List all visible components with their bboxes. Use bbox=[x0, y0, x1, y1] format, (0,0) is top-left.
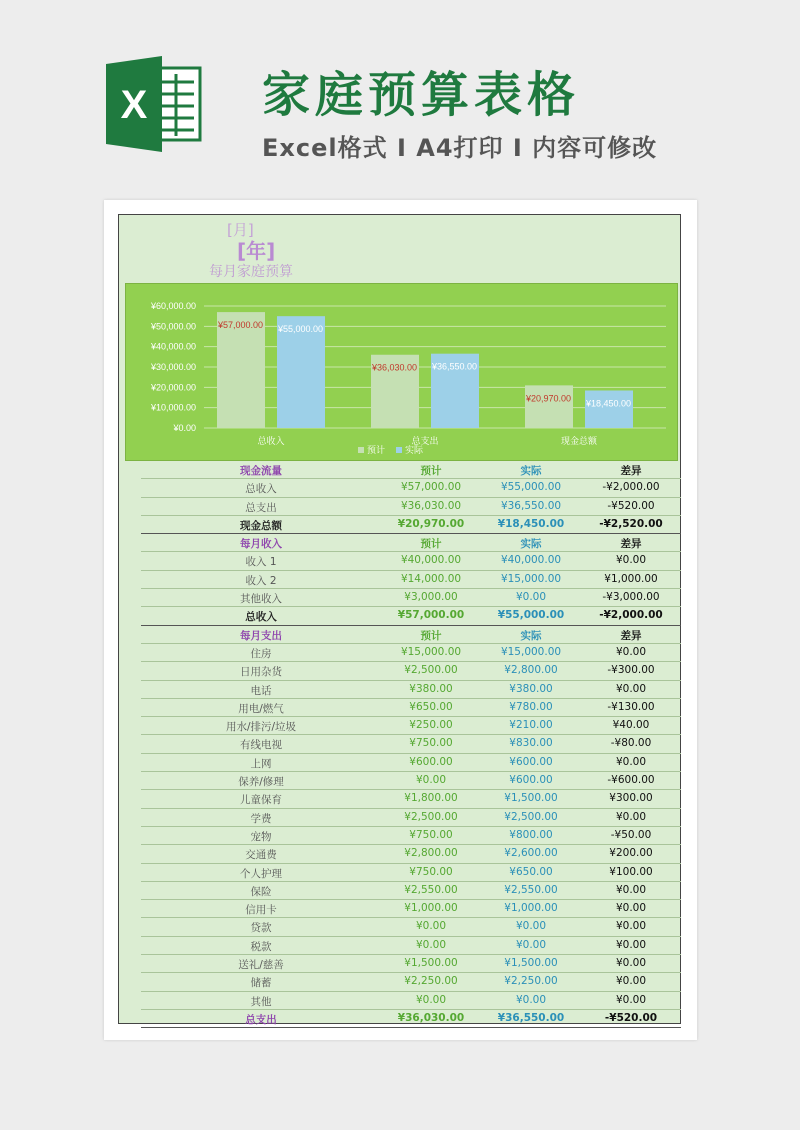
row-label[interactable]: 其他 bbox=[250, 995, 272, 1008]
budget-table bbox=[141, 461, 681, 1028]
section-total-row bbox=[141, 607, 681, 625]
section-total-row bbox=[141, 1010, 681, 1028]
difference-value[interactable]: ¥0.00 bbox=[615, 755, 647, 768]
row-label[interactable]: 用水/排污/垃圾 bbox=[225, 721, 297, 734]
planned-value[interactable]: ¥1,500.00 bbox=[404, 957, 458, 970]
difference-value[interactable]: ¥40.00 bbox=[612, 719, 650, 732]
table-row bbox=[141, 864, 681, 882]
actual-value[interactable]: ¥0.00 bbox=[515, 920, 547, 933]
planned-value[interactable]: ¥650.00 bbox=[409, 700, 453, 713]
planned-value[interactable]: ¥750.00 bbox=[409, 865, 453, 878]
table-row bbox=[141, 699, 681, 717]
table-row bbox=[141, 992, 681, 1010]
row-label[interactable]: 其他收入 bbox=[240, 593, 282, 606]
table-row bbox=[141, 735, 681, 753]
table-row bbox=[141, 498, 681, 516]
planned-value[interactable]: ¥250.00 bbox=[409, 719, 453, 732]
y-tick-label: ¥60,000.00 bbox=[150, 301, 196, 311]
row-label[interactable]: 宠物 bbox=[250, 830, 272, 843]
planned-value[interactable]: 预计 bbox=[420, 538, 442, 551]
difference-value[interactable]: -¥130.00 bbox=[607, 700, 655, 713]
difference-value[interactable]: 差异 bbox=[620, 538, 642, 551]
month-placeholder[interactable]: [月] bbox=[227, 221, 254, 239]
page-title: 家庭预算表格 bbox=[262, 67, 581, 123]
row-label[interactable]: 日用杂货 bbox=[240, 666, 282, 679]
actual-value[interactable]: ¥210.00 bbox=[509, 719, 553, 732]
excel-logo-icon bbox=[104, 54, 204, 154]
actual-value[interactable]: ¥0.00 bbox=[515, 993, 547, 1006]
y-tick-label: ¥10,000.00 bbox=[150, 402, 196, 413]
actual-value[interactable]: ¥600.00 bbox=[509, 755, 553, 768]
actual-value[interactable]: ¥2,800.00 bbox=[504, 664, 558, 677]
actual-value[interactable]: ¥0.00 bbox=[515, 591, 547, 604]
row-label[interactable]: 送礼/慈善 bbox=[238, 959, 284, 972]
difference-value[interactable]: ¥0.00 bbox=[615, 810, 647, 823]
difference-value[interactable]: ¥0.00 bbox=[615, 957, 647, 970]
planned-value[interactable]: ¥14,000.00 bbox=[400, 572, 462, 585]
actual-value[interactable]: ¥2,550.00 bbox=[504, 883, 558, 896]
planned-value[interactable]: ¥0.00 bbox=[415, 774, 447, 787]
y-tick-label: ¥0.00 bbox=[173, 423, 196, 433]
actual-value[interactable]: ¥780.00 bbox=[509, 700, 553, 713]
planned-value[interactable]: ¥600.00 bbox=[409, 755, 453, 768]
actual-value[interactable]: ¥800.00 bbox=[509, 828, 553, 841]
row-label[interactable]: 收入 2 bbox=[245, 574, 277, 587]
difference-value[interactable]: ¥0.00 bbox=[615, 993, 647, 1006]
chart-svg bbox=[126, 284, 677, 460]
difference-value[interactable]: -¥3,000.00 bbox=[602, 591, 660, 604]
planned-value[interactable]: ¥1,000.00 bbox=[404, 902, 458, 915]
row-label[interactable]: 总收入 bbox=[245, 483, 277, 496]
planned-value[interactable]: 预计 bbox=[420, 629, 442, 642]
bar-plan bbox=[525, 385, 573, 428]
planned-value[interactable]: ¥2,550.00 bbox=[404, 883, 458, 896]
page-header bbox=[0, 0, 800, 200]
table-row bbox=[141, 973, 681, 991]
actual-value[interactable]: 实际 bbox=[520, 538, 542, 551]
table-row bbox=[141, 845, 681, 863]
bar-data-label: ¥55,000.00 bbox=[278, 324, 324, 335]
bar-data-label: ¥36,030.00 bbox=[372, 362, 418, 373]
table-row bbox=[141, 662, 681, 680]
difference-value[interactable]: -¥2,000.00 bbox=[602, 481, 660, 494]
x-category-label: 总支出 bbox=[411, 437, 439, 447]
row-label[interactable]: 学费 bbox=[250, 812, 272, 825]
actual-value[interactable]: ¥830.00 bbox=[509, 737, 553, 750]
difference-value[interactable]: ¥0.00 bbox=[615, 902, 647, 915]
section-header-row bbox=[141, 534, 681, 552]
actual-value[interactable]: 实际 bbox=[520, 465, 542, 477]
row-label[interactable]: 总支出 bbox=[245, 1013, 277, 1026]
y-tick-label: ¥20,000.00 bbox=[150, 382, 196, 393]
section-header-row bbox=[141, 626, 681, 644]
legend-swatch bbox=[396, 447, 402, 453]
planned-value[interactable]: ¥750.00 bbox=[409, 737, 453, 750]
table-row bbox=[141, 827, 681, 845]
table-row bbox=[141, 918, 681, 936]
bar-data-label: ¥18,450.00 bbox=[586, 398, 632, 409]
planned-value[interactable]: ¥3,000.00 bbox=[404, 591, 458, 604]
difference-value[interactable]: ¥0.00 bbox=[615, 645, 647, 658]
difference-value[interactable]: ¥0.00 bbox=[615, 920, 647, 933]
x-category-label: 总收入 bbox=[257, 437, 285, 447]
planned-value[interactable]: ¥750.00 bbox=[409, 828, 453, 841]
budget-sheet bbox=[118, 214, 681, 1024]
actual-value[interactable]: ¥36,550.00 bbox=[497, 1011, 565, 1024]
table-row bbox=[141, 571, 681, 589]
row-label[interactable]: 现金流量 bbox=[240, 465, 282, 477]
difference-value[interactable]: -¥2,000.00 bbox=[599, 609, 663, 622]
table-row bbox=[141, 754, 681, 772]
table-row bbox=[141, 809, 681, 827]
actual-value[interactable]: ¥650.00 bbox=[509, 865, 553, 878]
row-label[interactable]: 总支出 bbox=[245, 501, 277, 514]
table-row bbox=[141, 937, 681, 955]
planned-value[interactable]: ¥2,800.00 bbox=[404, 847, 458, 860]
row-label[interactable]: 信用卡 bbox=[245, 904, 277, 917]
actual-value[interactable]: ¥1,000.00 bbox=[504, 902, 558, 915]
difference-value[interactable]: -¥520.00 bbox=[604, 1011, 658, 1024]
difference-value[interactable]: ¥0.00 bbox=[615, 554, 647, 567]
difference-value[interactable]: ¥300.00 bbox=[609, 792, 653, 805]
paper-sheet bbox=[104, 200, 697, 1040]
y-tick-label: ¥40,000.00 bbox=[150, 341, 196, 352]
planned-value[interactable]: ¥2,500.00 bbox=[404, 810, 458, 823]
table-row bbox=[141, 882, 681, 900]
legend-swatch bbox=[358, 447, 364, 453]
budget-chart bbox=[125, 283, 678, 461]
planned-value[interactable]: ¥0.00 bbox=[415, 920, 447, 933]
section-total-row bbox=[141, 516, 681, 534]
y-tick-label: ¥30,000.00 bbox=[150, 362, 196, 372]
excel-logo-letter: X bbox=[120, 83, 148, 127]
planned-value[interactable]: ¥36,030.00 bbox=[397, 1011, 465, 1024]
y-tick-label: ¥50,000.00 bbox=[150, 321, 196, 332]
difference-value[interactable]: -¥2,520.00 bbox=[599, 517, 663, 530]
row-label[interactable]: 儿童保育 bbox=[240, 794, 282, 807]
row-label[interactable]: 总收入 bbox=[245, 611, 277, 624]
row-label[interactable]: 上网 bbox=[250, 757, 272, 770]
table-row bbox=[141, 772, 681, 790]
planned-value[interactable]: ¥40,000.00 bbox=[400, 554, 462, 567]
page-subtitle: Excel格式 I A4打印 I 内容可修改 bbox=[262, 134, 658, 162]
planned-value[interactable]: ¥36,030.00 bbox=[400, 499, 462, 512]
table-row bbox=[141, 681, 681, 699]
difference-value[interactable]: ¥200.00 bbox=[609, 847, 653, 860]
bar-data-label: ¥36,550.00 bbox=[432, 361, 478, 372]
table-row bbox=[141, 644, 681, 662]
difference-value[interactable]: ¥0.00 bbox=[615, 975, 647, 988]
actual-value[interactable]: ¥36,550.00 bbox=[500, 499, 562, 512]
actual-value[interactable]: ¥18,450.00 bbox=[497, 517, 565, 530]
difference-value[interactable]: -¥520.00 bbox=[607, 499, 655, 512]
planned-value[interactable]: 预计 bbox=[420, 465, 442, 477]
row-label[interactable]: 交通费 bbox=[245, 849, 277, 862]
row-label[interactable]: 储蓄 bbox=[250, 977, 272, 990]
row-label[interactable]: 每月收入 bbox=[240, 538, 282, 551]
legend-label: 实际 bbox=[405, 446, 424, 456]
actual-value[interactable]: ¥15,000.00 bbox=[500, 645, 562, 658]
actual-value[interactable]: ¥40,000.00 bbox=[500, 554, 562, 567]
difference-value[interactable]: -¥80.00 bbox=[610, 737, 652, 750]
table-row bbox=[141, 552, 681, 570]
bar-actual bbox=[585, 390, 633, 428]
actual-value[interactable]: ¥1,500.00 bbox=[504, 957, 558, 970]
difference-value[interactable]: ¥0.00 bbox=[615, 938, 647, 951]
difference-value[interactable]: -¥50.00 bbox=[610, 828, 652, 841]
row-label[interactable]: 用电/燃气 bbox=[238, 702, 284, 715]
actual-value[interactable]: ¥2,250.00 bbox=[504, 975, 558, 988]
actual-value[interactable]: ¥15,000.00 bbox=[500, 572, 562, 585]
difference-value[interactable]: ¥0.00 bbox=[615, 883, 647, 896]
table-row bbox=[141, 479, 681, 497]
year-placeholder[interactable]: [年] bbox=[237, 239, 276, 263]
actual-value[interactable]: ¥600.00 bbox=[509, 774, 553, 787]
actual-value[interactable]: ¥55,000.00 bbox=[497, 609, 565, 622]
difference-value[interactable]: 差异 bbox=[620, 465, 642, 477]
table-row bbox=[141, 955, 681, 973]
row-label[interactable]: 每月支出 bbox=[240, 629, 282, 642]
planned-value[interactable]: ¥57,000.00 bbox=[400, 481, 462, 494]
row-label[interactable]: 有线电视 bbox=[240, 739, 282, 752]
budget-title: 每月家庭预算 bbox=[209, 264, 293, 280]
row-label[interactable]: 保养/修理 bbox=[238, 776, 284, 789]
row-label[interactable]: 现金总额 bbox=[240, 519, 282, 532]
actual-value[interactable]: 实际 bbox=[520, 629, 542, 642]
difference-value[interactable]: 差异 bbox=[620, 629, 642, 642]
planned-value[interactable]: ¥2,500.00 bbox=[404, 664, 458, 677]
actual-value[interactable]: ¥380.00 bbox=[509, 682, 553, 695]
table-row bbox=[141, 790, 681, 808]
planned-value[interactable]: ¥2,250.00 bbox=[404, 975, 458, 988]
planned-value[interactable]: ¥20,970.00 bbox=[397, 517, 465, 530]
difference-value[interactable]: -¥300.00 bbox=[607, 664, 655, 677]
planned-value[interactable]: ¥0.00 bbox=[415, 993, 447, 1006]
planned-value[interactable]: ¥0.00 bbox=[415, 938, 447, 951]
difference-value[interactable]: -¥600.00 bbox=[607, 774, 655, 787]
bar-data-label: ¥20,970.00 bbox=[526, 393, 572, 404]
planned-value[interactable]: ¥1,800.00 bbox=[404, 792, 458, 805]
row-label[interactable]: 电话 bbox=[250, 684, 272, 697]
actual-value[interactable]: ¥1,500.00 bbox=[504, 792, 558, 805]
legend-label: 预计 bbox=[367, 446, 386, 456]
table-row bbox=[141, 900, 681, 918]
actual-value[interactable]: ¥0.00 bbox=[515, 938, 547, 951]
row-label[interactable]: 保险 bbox=[250, 885, 272, 898]
planned-value[interactable]: ¥380.00 bbox=[409, 682, 453, 695]
planned-value[interactable]: ¥15,000.00 bbox=[400, 645, 462, 658]
row-label[interactable]: 个人护理 bbox=[240, 867, 282, 880]
difference-value[interactable]: ¥1,000.00 bbox=[604, 572, 658, 585]
table-row bbox=[141, 717, 681, 735]
difference-value[interactable]: ¥100.00 bbox=[609, 865, 653, 878]
row-label[interactable]: 收入 1 bbox=[245, 556, 277, 569]
row-label[interactable]: 贷款 bbox=[250, 922, 272, 935]
bar-data-label: ¥57,000.00 bbox=[218, 320, 264, 331]
actual-value[interactable]: ¥2,600.00 bbox=[504, 847, 558, 860]
row-label[interactable]: 税款 bbox=[250, 940, 272, 953]
x-category-label: 现金总额 bbox=[560, 437, 598, 447]
section-header-row bbox=[141, 461, 681, 479]
planned-value[interactable]: ¥57,000.00 bbox=[397, 609, 465, 622]
actual-value[interactable]: ¥55,000.00 bbox=[500, 481, 562, 494]
table-row bbox=[141, 589, 681, 607]
difference-value[interactable]: ¥0.00 bbox=[615, 682, 647, 695]
row-label[interactable]: 住房 bbox=[250, 647, 272, 660]
actual-value[interactable]: ¥2,500.00 bbox=[504, 810, 558, 823]
